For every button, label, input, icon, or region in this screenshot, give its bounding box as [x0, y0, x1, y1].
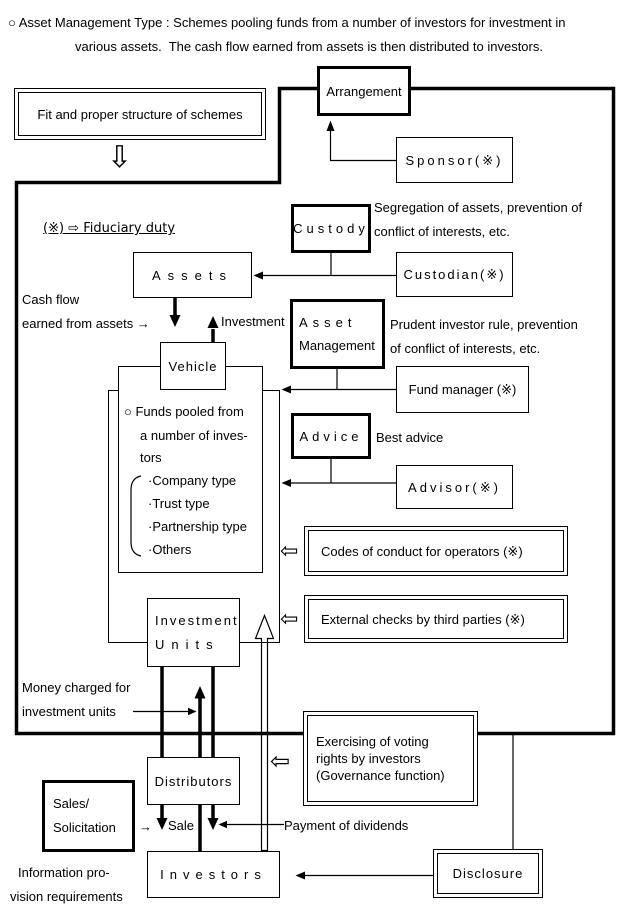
sales-label-line1: Sales/ [53, 796, 90, 811]
fit-proper-label: Fit and proper structure of schemes [37, 106, 243, 122]
exercising-label-line2: rights by investors [316, 751, 421, 766]
left-white-arrow-icon: ⇦ [280, 539, 299, 564]
segregation-note-line1: Segregation of assets, prevention of [374, 200, 583, 215]
payment-of-dividends-label: Payment of dividends [284, 818, 409, 833]
vehicle-type-item: ·Company type [148, 473, 237, 488]
asset-management-label-line1: Asset [299, 315, 357, 330]
cash-flow-note-line2: earned from assets → [22, 316, 150, 331]
asset-management-label-line2: Management [299, 338, 375, 353]
funds-pooled-line3: tors [140, 450, 162, 465]
investors-label: Investors [160, 867, 267, 882]
sales-label-line2: Solicitation [53, 820, 116, 835]
funds-pooled-line1: ○ Funds pooled from [124, 404, 244, 419]
segregation-note-line2: conflict of interests, etc. [374, 224, 510, 239]
prudent-note-line1: Prudent investor rule, prevention [390, 317, 578, 332]
sponsor-label: Sponsor(※) [405, 152, 504, 168]
info-provision-label-line2: vision requirements [10, 889, 123, 904]
disclosure-label: Disclosure [452, 866, 524, 881]
money-charged-label-line2: investment units [22, 704, 116, 719]
sale-label: Sale [168, 818, 195, 833]
cash-flow-note-line1: Cash flow [22, 292, 80, 307]
voting-rights-up-arrow [256, 616, 274, 851]
info-provision-label-line1: Information pro- [18, 865, 110, 880]
money-charged-label-line1: Money charged for [22, 680, 131, 695]
best-advice-label: Best advice [376, 430, 444, 445]
assets-label: Assets [151, 267, 233, 283]
funds-pooled-line2: a number of inves- [140, 428, 248, 443]
left-white-arrow-icon: ⇦ [270, 747, 291, 775]
advisor-label: Advisor(※) [408, 479, 501, 495]
investment-flow-label: Investment [221, 314, 285, 329]
arrangement-label: Arrangement [326, 83, 402, 99]
external-checks-label: External checks by third parties (※) [321, 611, 525, 627]
page-title-line2: various assets. The cash flow earned from assets is then distributed to investors. [75, 39, 543, 54]
custody-label: Custody [293, 221, 369, 236]
vehicle-type-item: ·Others [148, 542, 192, 557]
prudent-note-line2: of conflict of interests, etc. [390, 341, 541, 356]
codes-of-conduct-label: Codes of conduct for operators (※) [321, 543, 523, 559]
investment-units-label-line2: Units [155, 636, 220, 652]
vehicle-label: Vehicle [168, 358, 218, 374]
sale-right-arrow: → [139, 819, 152, 834]
investment-units-label-line1: Investment [155, 612, 239, 628]
advice-label: Advice [299, 428, 363, 444]
fiduciary-duty-note: (※) ⇨ Fiduciary duty [43, 221, 176, 236]
left-white-arrow-icon: ⇦ [280, 607, 299, 632]
exercising-label-line1: Exercising of voting [316, 734, 429, 749]
page-title-line1: ○ Asset Management Type : Schemes pooling funds from a number of investors for investment in [8, 15, 566, 30]
exercising-label-line3: (Governance function) [316, 768, 445, 783]
distributors-label: Distributors [154, 773, 233, 789]
custodian-label: Custodian(※) [403, 267, 506, 282]
vehicle-type-item: ·Partnership type [148, 519, 247, 534]
vehicle-type-item: ·Trust type [148, 496, 210, 511]
fund-manager-label: Fund manager (※) [408, 382, 517, 397]
big-down-white-arrow-icon: ⇩ [107, 140, 133, 175]
